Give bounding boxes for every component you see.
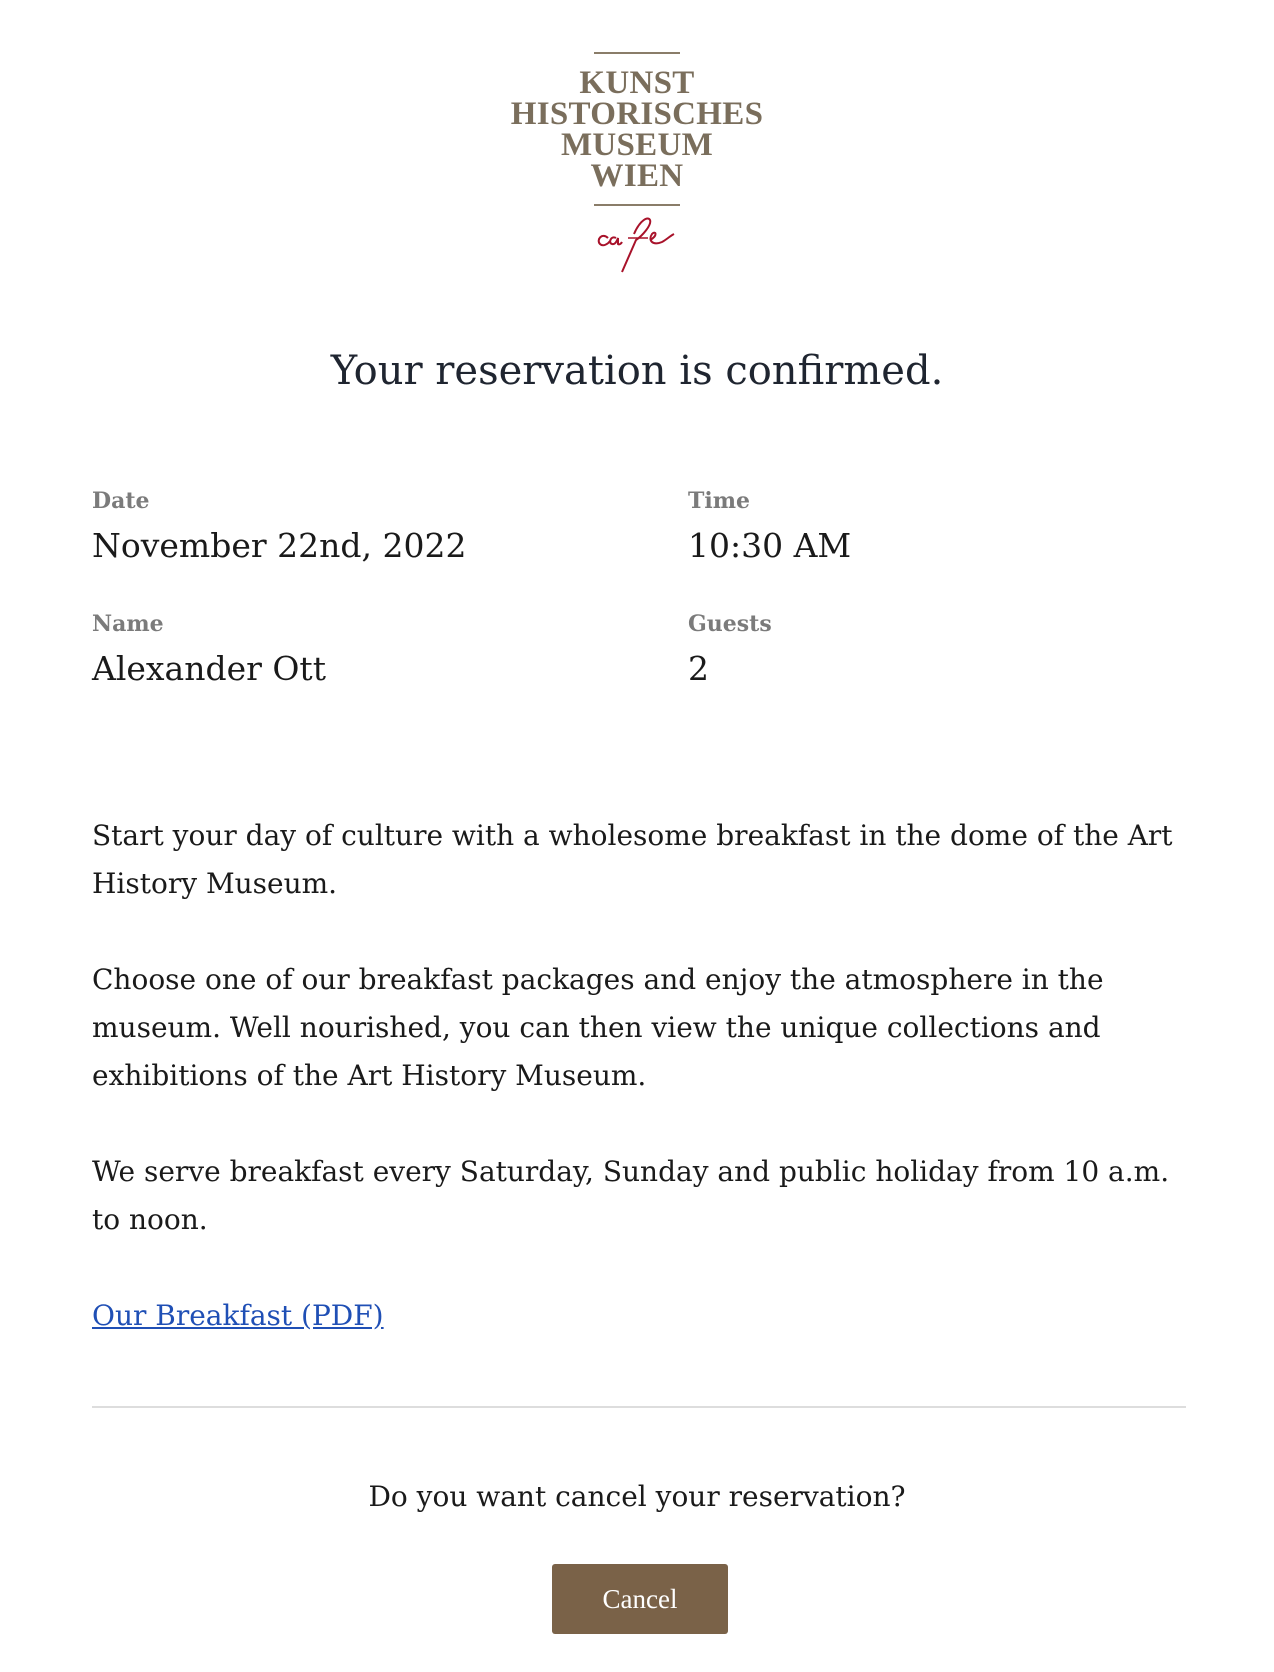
section-divider [92, 1406, 1186, 1408]
description-paragraph-3: We serve breakfast every Saturday, Sunday and public holiday from 10 a.m. to noon. [92, 1155, 1170, 1236]
name-field [92, 611, 688, 688]
breakfast-pdf-link[interactable]: Our Breakfast (PDF) [92, 1299, 384, 1332]
date-label: Date [92, 488, 150, 514]
description-paragraph-1: Start your day of culture with a wholesome breakfast in the dome of the Art History Museum. [92, 819, 1173, 900]
cancel-button[interactable]: Cancel [552, 1564, 728, 1634]
time-label: Time [688, 488, 751, 514]
page-title: Your reservation is confirmed. [330, 348, 944, 394]
museum-cafe-logo [0, 52, 1274, 276]
logo-line-4: WIEN [590, 158, 684, 194]
guests-value: 2 [688, 649, 709, 688]
reservation-details [92, 488, 1192, 688]
time-field [688, 488, 1192, 565]
date-value: November 22nd, 2022 [92, 526, 467, 565]
logo-bottom-rule [594, 204, 680, 206]
logo-wordmark [0, 65, 1274, 194]
breakfast-link-container [92, 1292, 1202, 1340]
cafe-script-logo [592, 210, 682, 276]
logo-top-rule [594, 52, 680, 54]
description-paragraph-2: Choose one of our breakfast packages and enjoy the atmosphere in the museum. Well nourished, you can then view the unique collections and exhibitions of the Art History Museum. [92, 963, 1104, 1092]
date-field [92, 488, 688, 565]
description [92, 812, 1202, 1388]
logo-line-3: MUSEUM [560, 127, 714, 163]
cancel-question: Do you want cancel your reservation? [368, 1480, 906, 1513]
name-value: Alexander Ott [92, 649, 326, 688]
guests-label: Guests [688, 611, 772, 637]
logo-line-1: KUNST [579, 65, 695, 101]
guests-field [688, 611, 1192, 688]
time-value: 10:30 AM [688, 526, 852, 565]
logo-line-2: HISTORISCHES [510, 96, 764, 132]
name-label: Name [92, 611, 164, 637]
